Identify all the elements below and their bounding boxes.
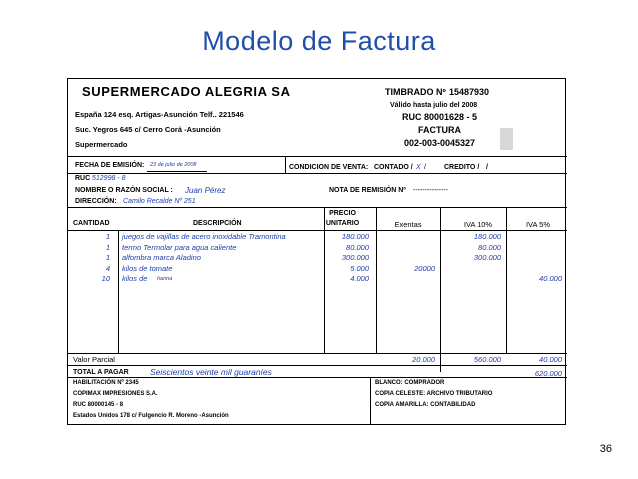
company-name: SUPERMERCADO ALEGRIA SA <box>82 84 291 99</box>
ruc-value: 512998 - 8 <box>92 175 126 182</box>
item-quantity: 1 <box>105 253 110 262</box>
col-exentas: Exentas <box>394 220 422 229</box>
item-description-extra: harina <box>157 276 173 282</box>
item-iva10: 180.000 <box>473 232 501 241</box>
valid-until: Válido hasta julio del 2008 <box>390 102 478 109</box>
item-description: kilos de tomate <box>122 263 173 273</box>
nombre-label: NOMBRE O RAZÓN SOCIAL : <box>75 187 173 194</box>
direccion-value: Camilo Recalde Nº 251 <box>123 198 196 205</box>
company-address-1: España 124 esq. Artigas-Asunción Telf.. 221546 <box>75 110 244 119</box>
timbrado-label: TIMBRADO Nº <box>385 87 446 97</box>
item-unit-price: 80.000 <box>346 242 369 252</box>
item-iva10: 300.000 <box>473 253 501 262</box>
item-unit-price: 300.000 <box>341 253 369 262</box>
document-type: FACTURA <box>418 125 461 135</box>
footer-habilitacion: HABILITACIÓN Nº 2345 <box>73 380 139 386</box>
footer-printer-address: Estados Unidos 178 c/ Fulgencio R. Moreno -Asunción <box>73 413 229 419</box>
item-quantity: 10 <box>101 274 110 283</box>
col-cantidad: CANTIDAD <box>73 220 110 227</box>
fecha-value: 23 de julio de 2008 <box>150 162 197 168</box>
col-iva5: IVA 5% <box>525 220 551 229</box>
item-iva10: 80.000 <box>478 242 501 252</box>
invoice-document <box>67 78 566 425</box>
item-description: alfombra marca Aladino <box>122 253 201 262</box>
item-description: termo Termolar para agua caliente <box>122 242 237 252</box>
col-iva10: IVA 10% <box>463 220 493 229</box>
remision-value: --------------- <box>413 187 448 194</box>
item-description: juegos de vajillas de acero inoxidable Tramontina <box>122 232 286 241</box>
total-label: TOTAL A PAGAR <box>73 369 129 376</box>
direccion-label: DIRECCIÓN: <box>75 198 117 205</box>
footer-copy-blue: COPIA CELESTE: ARCHIVO TRIBUTARIO <box>375 391 493 397</box>
valor-parcial-iva10: 560.000 <box>473 355 501 364</box>
col-precio-1: PRECIO <box>329 210 356 217</box>
slide-title: Modelo de Factura <box>202 26 436 56</box>
remision-label: NOTA DE REMISIÓN Nº <box>329 187 406 194</box>
contado-mark: X <box>416 164 421 171</box>
item-iva5: 40.000 <box>539 274 562 283</box>
item-unit-price: 4.000 <box>350 274 369 283</box>
credito-label: CREDITO / <box>444 164 480 171</box>
grey-mark <box>500 128 513 150</box>
contado-separator: / <box>424 164 426 171</box>
company-activity: Supermercado <box>75 140 128 149</box>
total-value: 620.000 <box>534 369 562 378</box>
item-unit-price: 5.000 <box>350 263 369 273</box>
item-exentas: 20000 <box>414 263 435 273</box>
valor-parcial-iva5: 40.000 <box>539 355 562 364</box>
col-descripcion: DESCRIPCIÓN <box>193 220 242 227</box>
col-precio-2: UNITARIO <box>325 220 360 227</box>
ruc-label: RUC <box>75 175 91 182</box>
fecha-label: FECHA DE EMISIÓN: <box>75 162 145 169</box>
item-unit-price: 180.000 <box>341 232 369 241</box>
item-quantity: 4 <box>105 263 110 273</box>
company-address-2: Suc. Yegros 645 c/ Cerro Corá -Asunción <box>75 125 221 134</box>
invoice-number: 002-003-0045327 <box>404 138 476 148</box>
footer-copy-yellow: COPIA AMARILLA: CONTABILIDAD <box>375 402 476 408</box>
credito-end: / <box>486 164 488 171</box>
nombre-value: Juan Pérez <box>185 186 226 195</box>
total-words: Seiscientos veinte mil guaraníes <box>150 367 272 377</box>
condicion-label: CONDICION DE VENTA: <box>289 164 369 171</box>
item-description: kilos de <box>122 274 148 283</box>
valor-parcial-exentas: 20.000 <box>412 355 435 364</box>
slide-number: 36 <box>599 443 612 455</box>
timbrado-number: 15487930 <box>449 87 490 97</box>
valor-parcial-label: Valor Parcial <box>73 355 115 364</box>
footer-copy-white: BLANCO: COMPRADOR <box>375 380 445 386</box>
footer-printer: COPIMAX IMPRESIONES S.A. <box>73 391 158 397</box>
contado-label: CONTADO / <box>374 164 413 171</box>
item-quantity: 1 <box>105 232 110 241</box>
company-ruc: RUC 80001628 - 5 <box>402 112 478 122</box>
item-quantity: 1 <box>105 242 110 252</box>
footer-printer-ruc: RUC 80000145 - 8 <box>73 402 124 408</box>
